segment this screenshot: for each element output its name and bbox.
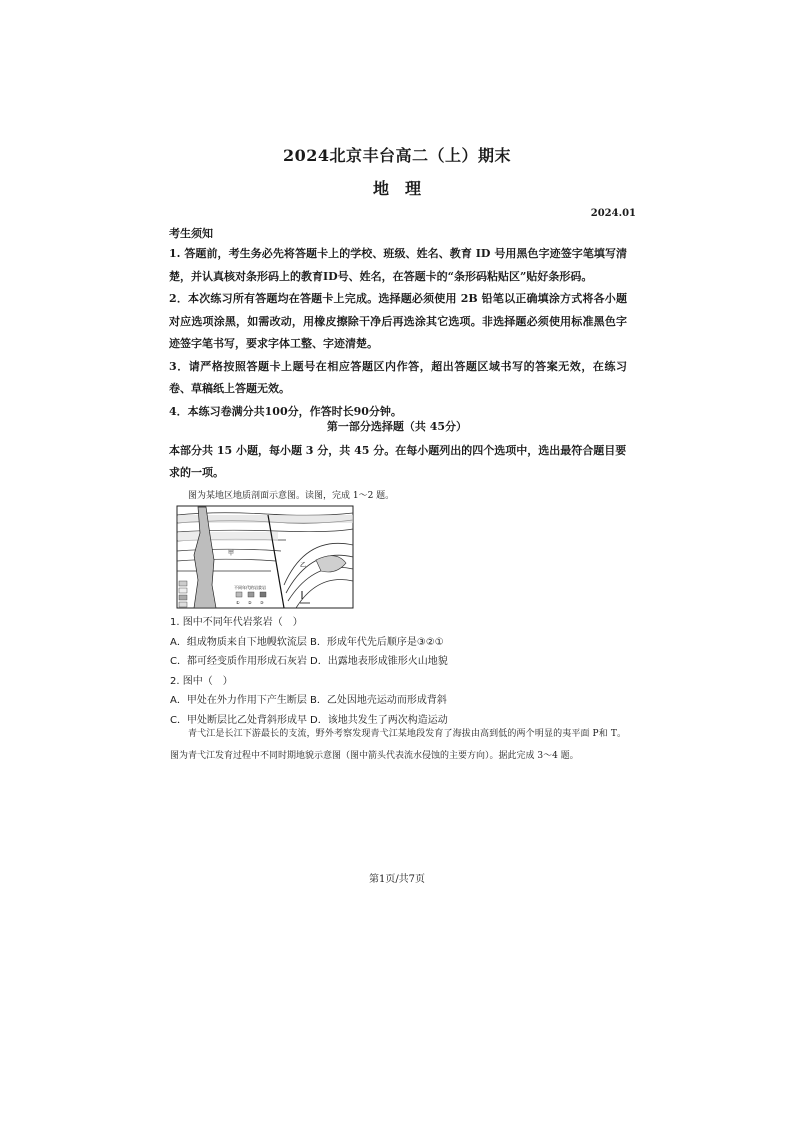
- legend-title: 不同年代的岩浆岩: [234, 585, 266, 590]
- option-a[interactable]: A．甲处在外力作用下产生断层: [170, 695, 307, 706]
- notice-item: 3．请严格按照答题卡上题号在相应答题区内作答，超出答题区域书写的答案无效，在练习卷、草稿纸上答题无效。: [169, 359, 627, 395]
- question-stem: 1. 图中不同年代岩浆岩（ ）: [170, 617, 303, 628]
- option-b[interactable]: B．形成年代先后顺序是③②①: [310, 636, 444, 648]
- option-d[interactable]: D．该地共发生了两次构造运动: [310, 714, 448, 726]
- option-d[interactable]: D．出露地表形成锥形火山地貌: [310, 656, 448, 667]
- legend-mark-3: ③: [260, 600, 264, 605]
- notice-item: 2．本次练习所有答题均在答题卡上完成。选择题必须使用 2B 铅笔以正确填涂方式将各小题对应选项涂黑，如需改动，用橡皮擦除干净后再选涂其它选项。非选择题必须使用标准黑色字迹签字笔书写，要求字体工整、字迹清楚。: [169, 292, 627, 350]
- option-c[interactable]: C．都可经变质作用形成石灰岩: [170, 656, 307, 667]
- passage-text: 青弋江是长江下游最长的支流，野外考察发现青弋江某地段发育了海拔由高到低的两个明显的夷平面 P和 T。图为青弋江发育过程中不同时期地貌示意图（图中箭头代表流水侵蚀的主要方向）。据此完成 3～4 题。: [170, 729, 626, 761]
- option-row: [170, 633, 630, 653]
- geologic-profile-figure: [176, 505, 354, 609]
- option-c[interactable]: C．甲处断层比乙处背斜形成早: [170, 714, 307, 726]
- notice-heading: 考生须知: [169, 227, 213, 240]
- notice-item: 4．本练习卷满分共100分，作答时长90分钟。: [169, 404, 402, 418]
- question-stem: 2. 图中（ ）: [170, 675, 233, 687]
- label-yi: 乙: [300, 562, 307, 569]
- legend-mark-2: ②: [248, 600, 252, 605]
- figure-intro: 图为某地区地质剖面示意图。读图，完成 1～2 题。: [188, 491, 395, 501]
- section-description: [169, 440, 627, 484]
- subject-title: 地 理: [372, 179, 421, 198]
- option-b[interactable]: B．乙处因地壳运动而形成背斜: [310, 695, 447, 706]
- passage-intro: [170, 723, 626, 767]
- notice-list: [169, 243, 627, 423]
- legend-mark-1: ①: [236, 600, 240, 605]
- notice-item: 1. 答题前，考生务必先将答题卡上的学校、班级、姓名、教育 ID 号用黑色字迹签字笔填写清楚，并认真核对条形码上的教育ID号、姓名，在答题卡的“条形码粘贴区”贴好条形码。: [169, 247, 627, 283]
- option-row: [170, 652, 630, 672]
- questions-block: [170, 613, 630, 730]
- option-a[interactable]: A．组成物质来自下地幔软流层: [170, 636, 307, 648]
- page-footer: 第1页/共7页: [368, 874, 426, 885]
- exam-date: 2024.01: [590, 208, 636, 219]
- section-description-text: 本部分共 15 小题，每小题 3 分，共 45 分。在每小题列出的四个选项中，选出最符合题目要求的一项。: [169, 444, 627, 479]
- label-jia: 甲: [228, 550, 235, 557]
- exam-title: 2024北京丰台高二（上）期末: [282, 146, 512, 165]
- option-row: [170, 691, 630, 711]
- section-title: 第一部分选择题（共 45分）: [326, 420, 468, 433]
